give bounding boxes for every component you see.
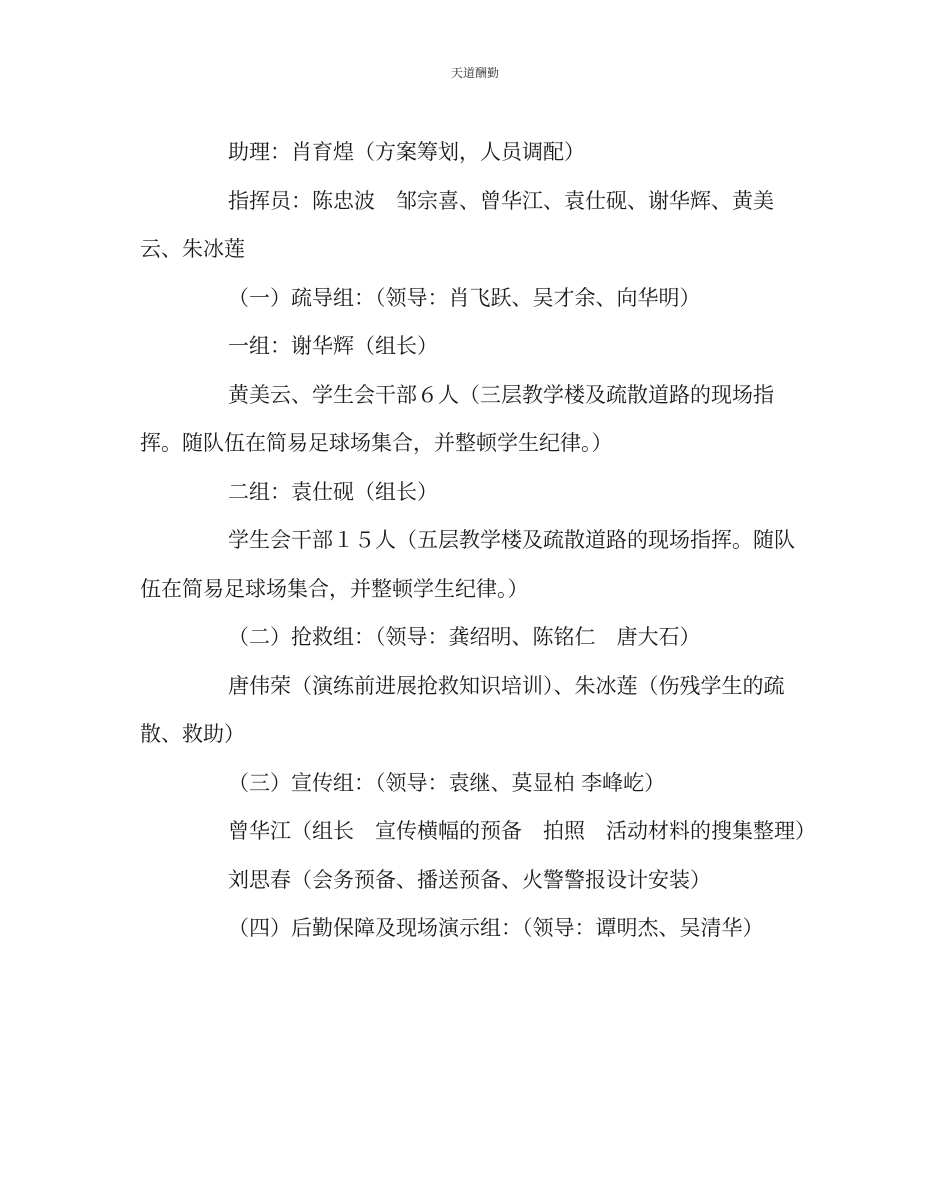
paragraph-section-publicity: （三）宣传组：（领导：袁继、莫显柏 李峰屹） <box>228 770 666 795</box>
paragraph-section-logistics: （四）后勤保障及现场演示组：（领导：谭明杰、吴清华） <box>228 916 764 940</box>
paragraph-group-two-members: 学生会干部１５人（五层教学楼及疏散道路的现场指挥。随队伍在简易足球场集合，并整顿学生纪律。） <box>140 528 795 601</box>
paragraph-group-one-members: 黄美云、学生会干部６人（三层教学楼及疏散道路的现场指挥。随队伍在简易足球场集合，并整顿学生纪律。） <box>140 382 774 455</box>
paragraph-publicity-leader: 曾华江（组长 宣传横幅的预备 拍照 活动材料的搜集整理） <box>228 819 816 843</box>
paragraph-rescue-members: 唐伟荣（演练前进展抢救知识培训）、朱冰莲（伤残学生的疏散、救助） <box>140 673 785 746</box>
document-body <box>140 128 816 953</box>
paragraph-group-two: 二组：袁仕砚（组长） <box>228 479 438 504</box>
paragraph-section-rescue: （二）抢救组：（领导：龚绍明、陈铭仁 唐大石） <box>228 625 701 649</box>
paragraph-group-one: 一组：谢华辉（组长） <box>228 334 438 358</box>
paragraph-commanders: 指挥员：陈忠波 邹宗喜、曾华江、袁仕砚、谢华辉、黄美云、朱冰莲 <box>140 188 774 261</box>
paragraph-section-guidance: （一）疏导组：（领导：肖飞跃、吴才余、向华明） <box>228 285 701 310</box>
paragraph-assistant: 助理：肖育煌（方案筹划，人员调配） <box>228 140 585 164</box>
page-header: 天道酬勤 <box>450 66 499 80</box>
paragraph-publicity-member: 刘思春（会务预备、播送预备、火警警报设计安装） <box>228 867 711 892</box>
